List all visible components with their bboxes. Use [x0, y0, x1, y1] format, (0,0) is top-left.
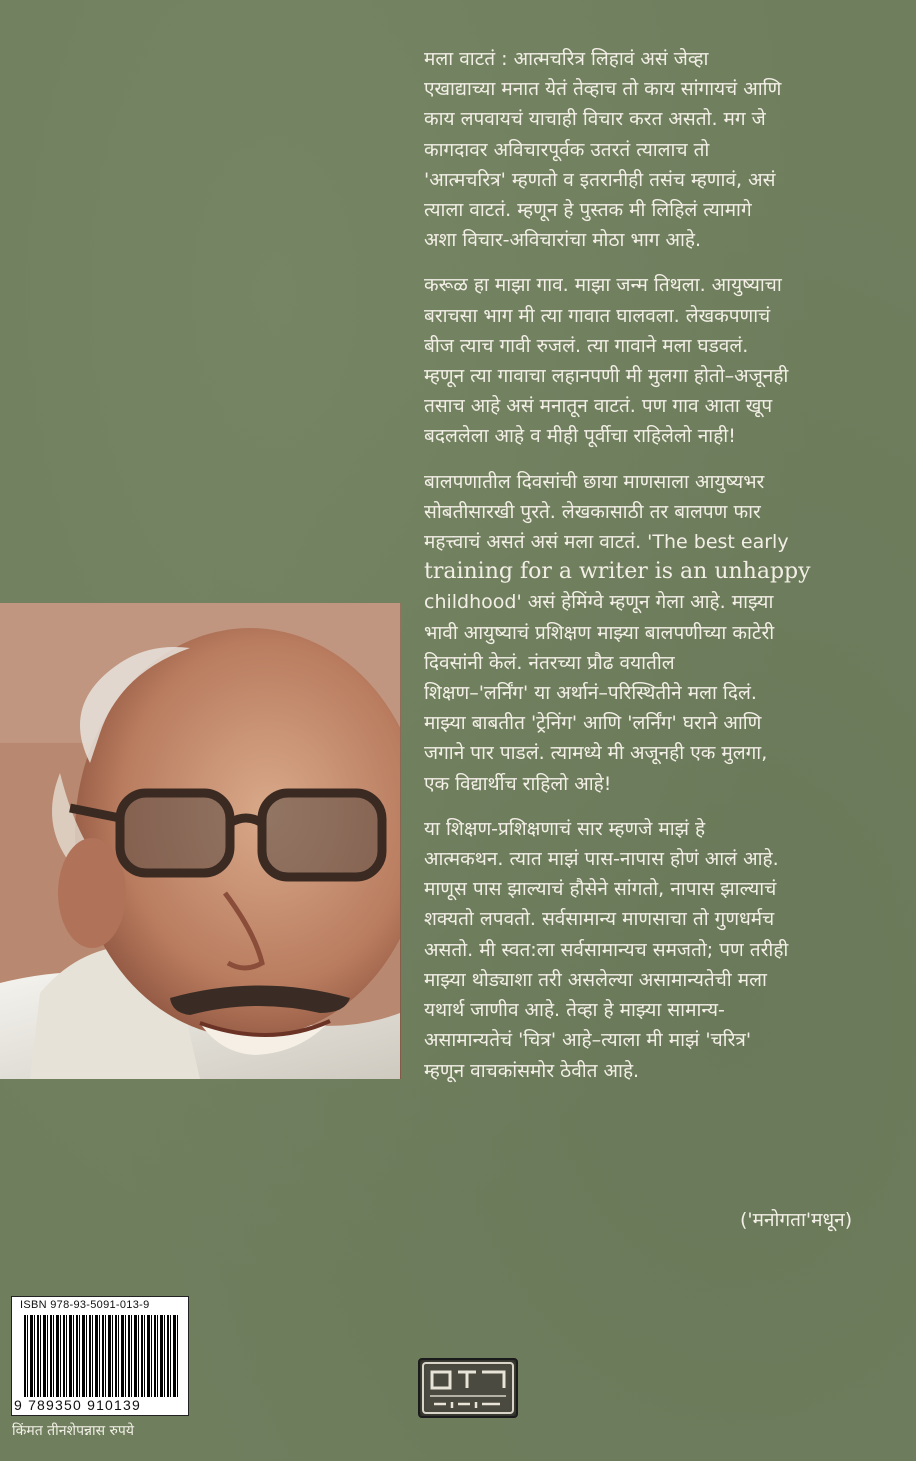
publisher-logo-glyph [420, 1360, 516, 1416]
text-line: childhood' असं हेमिंग्वे म्हणून गेला आहे. माझ्या [424, 591, 774, 614]
text-line: तसाच आहे असं मनातून वाटतं. पण गाव आता खूप [424, 395, 773, 418]
blurb-paragraph-4 [424, 814, 892, 1086]
barcode-digits: 9 789350 910139 [14, 1397, 141, 1413]
text-line: महत्त्वाचं असतं असं मला वाटतं. 'The best early [424, 531, 789, 554]
text-line: माझ्या बाबतीत 'ट्रेनिंग' आणि 'लर्निंग' घराने आणि [424, 712, 762, 735]
text-line: 'आत्मचरित्र' म्हणतो व इतरानीही तसंच म्हणावं, असं [424, 168, 776, 191]
excerpt-source: ('मनोगता'मधून) [740, 1209, 853, 1231]
author-portrait-icon [0, 603, 400, 1079]
text-line: अशा विचार-अविचारांचा मोठा भाग आहे. [424, 229, 702, 252]
text-line: बीज त्याच गावी रुजलं. त्या गावाने मला घडवलं. [424, 334, 749, 357]
text-line: माझ्या थोड्याशा तरी असलेल्या असामान्यतेची मला [424, 968, 767, 991]
text-line: काय लपवायचं याचाही विचार करत असतो. मग जे [424, 108, 766, 131]
text-line: जगाने पार पाडलं. त्यामध्ये मी अजूनही एक मुलगा, [424, 742, 768, 765]
text-line: म्हणून वाचकांसमोर ठेवीत आहे. [424, 1059, 640, 1082]
text-line: शक्यतो लपवतो. सर्वसामान्य माणसाचा तो गुणधर्मच [424, 908, 775, 931]
text-line: आत्मकथन. त्यात माझं पास-नापास होणं आलं आहे. [424, 848, 779, 871]
barcode-icon [24, 1315, 180, 1397]
text-line: शिक्षण–'लर्निंग' या अर्थानं–परिस्थितीने मला दिलं. [424, 682, 757, 705]
blurb-paragraph-1 [424, 44, 892, 255]
text-line: म्हणून त्या गावाचा लहानपणी मी मुलगा होतो–अजूनही [424, 365, 789, 388]
price-label: किंमत तीनशेपन्नास रुपये [12, 1423, 134, 1439]
publisher-logo-icon [418, 1358, 518, 1418]
text-line: बदललेला आहे व मीही पूर्वीचा राहिलेलो नाही! [424, 425, 736, 448]
text-line: भावी आयुष्याचं प्रशिक्षण माझ्या बालपणीच्या काटेरी [424, 621, 775, 644]
blurb-paragraph-2 [424, 270, 892, 451]
text-line: बराचसा भाग मी त्या गावात घालवला. लेखकपणाचं [424, 304, 771, 327]
text-line: करूळ हा माझा गाव. माझा जन्म तिथला. आयुष्याचा [424, 274, 782, 297]
text-line: असामान्यतेचं 'चित्र' आहे–त्याला मी माझं 'चरित्र' [424, 1029, 752, 1052]
text-line: असतो. मी स्वत:ला सर्वसामान्यच समजतो; पण तरीही [424, 938, 789, 961]
text-line: या शिक्षण-प्रशिक्षणाचं सार म्हणजे माझं हे [424, 817, 706, 840]
text-line: एखाद्याच्या मनात येतं तेव्हाच तो काय सांगायचं आणि [424, 78, 782, 101]
text-line: त्याला वाटतं. म्हणून हे पुस्तक मी लिहिलं त्यामागे [424, 199, 752, 222]
text-line: कागदावर अविचारपूर्वक उतरतं त्यालाच तो [424, 138, 710, 161]
text-line: एक विद्यार्थीच राहिलो आहे! [424, 772, 612, 795]
barcode [11, 1296, 189, 1416]
text-line: training for a writer is an unhappy [424, 559, 811, 585]
blurb-paragraph-3 [424, 467, 892, 799]
blurb-text [424, 44, 892, 1101]
isbn-label: ISBN 978-93-5091-013-9 [20, 1299, 150, 1311]
author-photo [0, 603, 401, 1079]
text-line: यथार्थ जाणीव आहे. तेव्हा हे माझ्या सामान्य- [424, 999, 725, 1022]
text-line: माणूस पास झाल्याचं हौसेने सांगतो, नापास झाल्याचं [424, 878, 777, 901]
text-line: मला वाटतं : आत्मचरित्र लिहावं असं जेव्हा [424, 48, 709, 70]
text-line: बालपणातील दिवसांची छाया माणसाला आयुष्यभर [424, 470, 765, 493]
text-line: सोबतीसारखी पुरते. लेखकासाठी तर बालपण फार [424, 500, 761, 523]
text-line: दिवसांनी केलं. नंतरच्या प्रौढ वयातील [424, 651, 675, 674]
